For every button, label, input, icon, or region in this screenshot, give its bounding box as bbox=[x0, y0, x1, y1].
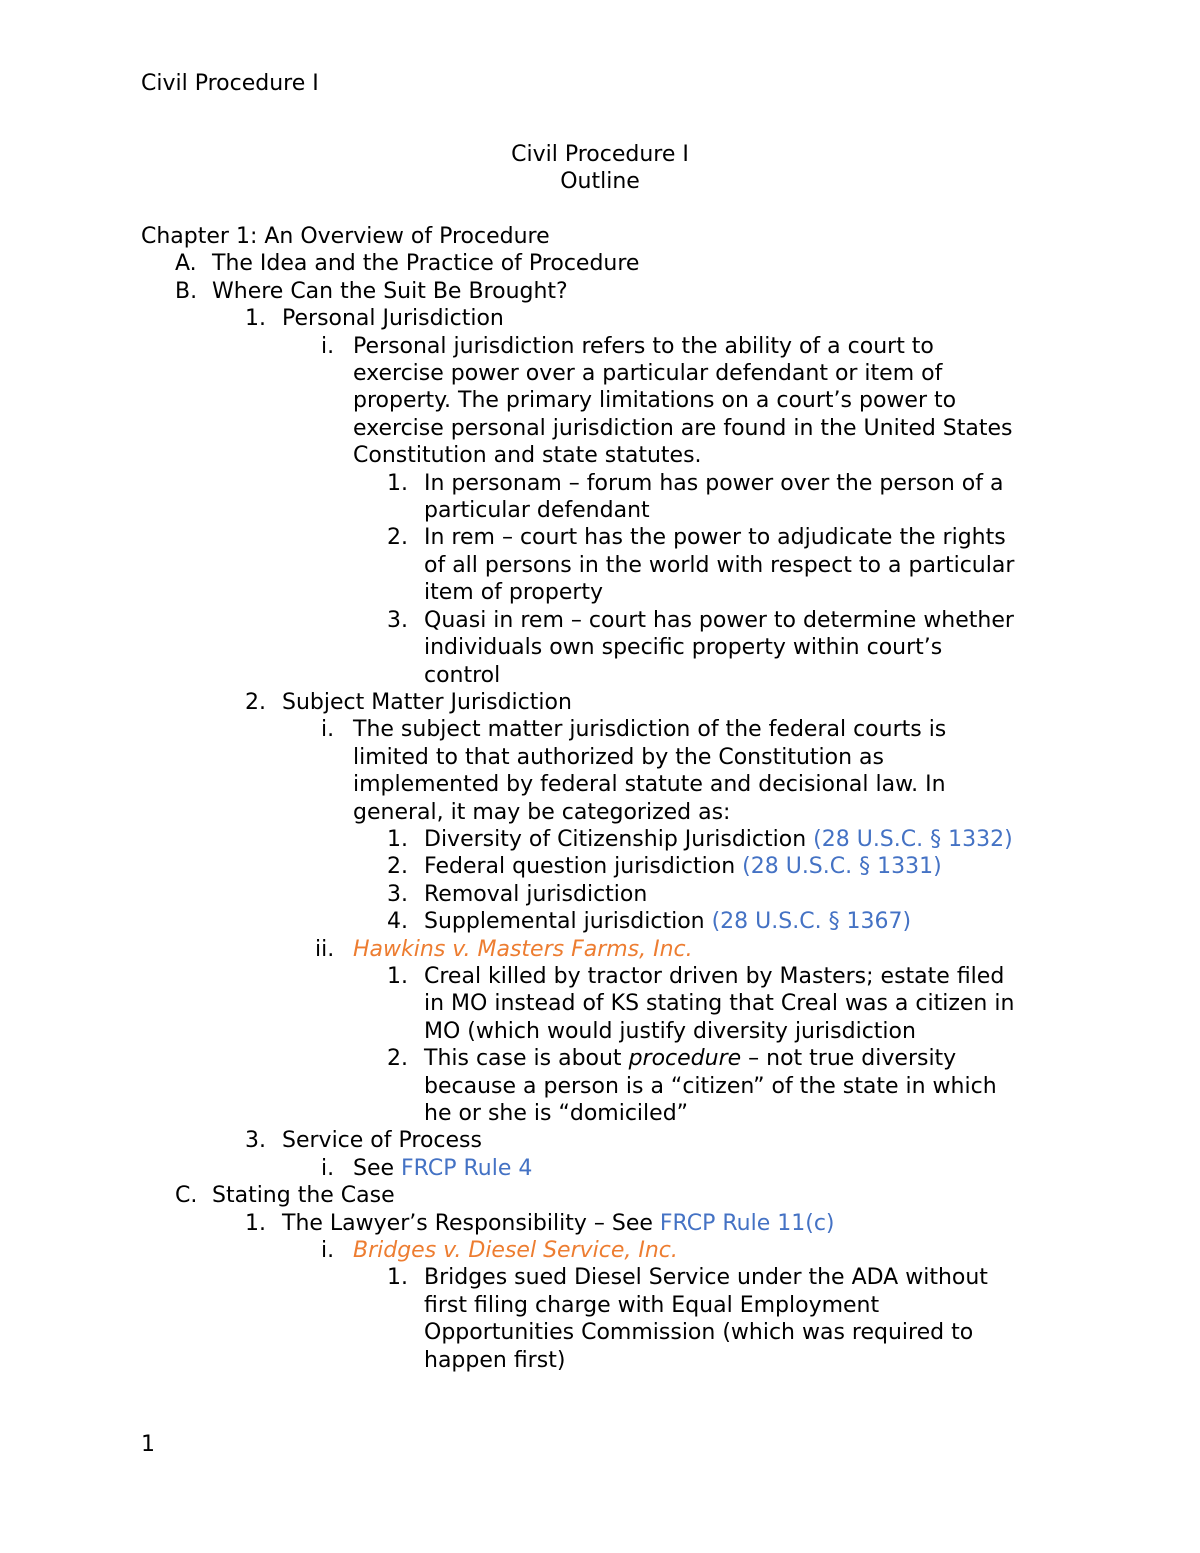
list-item-continuation: happen first) bbox=[424, 1347, 566, 1373]
list-marker: 3. bbox=[387, 607, 408, 633]
list-item-continuation: he or she is “domiciled” bbox=[424, 1101, 689, 1126]
paragraph-line bbox=[141, 333, 1076, 360]
list-item-text: In personam – forum has power over the person of a bbox=[424, 470, 1004, 496]
list-marker: i. bbox=[321, 1155, 335, 1181]
list-marker: 2. bbox=[387, 1046, 408, 1072]
rule-citation: FRCP Rule 4 bbox=[401, 1155, 533, 1181]
list-marker: 3. bbox=[387, 881, 408, 907]
paragraph-line: Constitution and state statutes. bbox=[353, 443, 702, 469]
outline-body bbox=[141, 223, 1076, 1374]
case-name: Hawkins v. Masters Farms, Inc. bbox=[353, 936, 693, 962]
outline-item-text: Stating the Case bbox=[212, 1183, 395, 1209]
title-line-2: Outline bbox=[560, 169, 640, 194]
list-item-continuation: particular defendant bbox=[424, 498, 650, 524]
list-marker: 1. bbox=[245, 1210, 266, 1236]
list-item bbox=[141, 1155, 1076, 1182]
list-item bbox=[141, 607, 1076, 634]
list-marker: 1. bbox=[387, 963, 408, 989]
list-item-text: In rem – court has the power to adjudicate the rights bbox=[424, 525, 1006, 551]
paragraph-line: exercise personal jurisdiction are found in the United States bbox=[353, 415, 1013, 441]
list-item-continuation: individuals own specific property within court’s bbox=[424, 635, 943, 661]
paragraph-line bbox=[141, 716, 1076, 743]
rule-citation: FRCP Rule 11(c) bbox=[659, 1210, 835, 1236]
list-marker: 1. bbox=[387, 826, 408, 852]
outline-item-text: Subject Matter Jurisdiction bbox=[282, 689, 572, 715]
outline-item-b bbox=[141, 278, 1076, 305]
list-item-text: Creal killed by tractor driven by Masters; estate filed bbox=[424, 963, 1005, 989]
list-marker: 1. bbox=[387, 470, 408, 496]
list-marker: 2. bbox=[245, 689, 266, 715]
list-item-text: Diversity of Citizenship Jurisdiction bbox=[424, 826, 814, 852]
list-item-text: This case is about bbox=[424, 1046, 629, 1072]
list-item-continuation: Opportunities Commission (which was required to bbox=[424, 1320, 974, 1346]
list-item-continuation: first filing charge with Equal Employment bbox=[424, 1292, 880, 1318]
list-item-continuation: because a person is a “citizen” of the state in which bbox=[424, 1073, 997, 1099]
outline-item-text: The Idea and the Practice of Procedure bbox=[212, 251, 640, 277]
page-number: 1 bbox=[141, 1432, 155, 1457]
paragraph-text: Personal jurisdiction refers to the ability of a court to bbox=[353, 333, 934, 359]
paragraph-line: property. The primary limitations on a court’s power to bbox=[353, 388, 957, 414]
outline-item-lawyers-responsibility bbox=[141, 1210, 1076, 1237]
outline-item-service-of-process bbox=[141, 1127, 1076, 1154]
list-marker: 1. bbox=[245, 306, 266, 332]
paragraph-line: exercise power over a particular defendant or item of bbox=[353, 361, 943, 387]
list-item bbox=[141, 1045, 1076, 1072]
list-marker: B. bbox=[175, 278, 198, 304]
paragraph-line: implemented by federal statute and decisional law. In bbox=[353, 772, 946, 798]
list-item bbox=[141, 1264, 1076, 1291]
chapter-heading: Chapter 1: An Overview of Procedure bbox=[141, 224, 550, 249]
list-marker: ii. bbox=[315, 936, 335, 962]
document-title bbox=[0, 141, 1200, 195]
list-item bbox=[141, 524, 1076, 551]
list-item-text: Quasi in rem – court has power to determine whether bbox=[424, 607, 1014, 633]
list-item-continuation: of all persons in the world with respect to a particular bbox=[424, 552, 1015, 578]
outline-item-subject-matter-jurisdiction bbox=[141, 689, 1076, 716]
list-marker: i. bbox=[321, 333, 335, 359]
list-item bbox=[141, 470, 1076, 497]
outline-item-a bbox=[141, 250, 1076, 277]
list-item bbox=[141, 826, 1076, 853]
case-name: Bridges v. Diesel Service, Inc. bbox=[353, 1238, 678, 1264]
list-item-continuation: in MO instead of KS stating that Creal was a citizen in bbox=[424, 991, 1015, 1017]
list-item-continuation: control bbox=[424, 662, 501, 688]
list-marker: 2. bbox=[387, 525, 408, 551]
paragraph-text: The subject matter jurisdiction of the federal courts is bbox=[353, 717, 947, 743]
statute-citation: (28 U.S.C. § 1367) bbox=[711, 909, 912, 935]
list-item-text: Federal question jurisdiction bbox=[424, 854, 743, 880]
list-item bbox=[141, 908, 1076, 935]
list-marker: C. bbox=[175, 1183, 198, 1209]
outline-item-c bbox=[141, 1182, 1076, 1209]
statute-citation: (28 U.S.C. § 1331) bbox=[742, 854, 942, 880]
outline-item-text: Where Can the Suit Be Brought? bbox=[212, 278, 568, 304]
outline-item-personal-jurisdiction bbox=[141, 305, 1076, 332]
case-heading bbox=[141, 1237, 1076, 1264]
list-item-text: Supplemental jurisdiction bbox=[424, 909, 712, 935]
case-heading bbox=[141, 936, 1076, 963]
list-marker: A. bbox=[175, 251, 197, 277]
list-item-text: – not true diversity bbox=[741, 1046, 957, 1072]
list-marker: 2. bbox=[387, 854, 408, 880]
list-item-text: Bridges sued Diesel Service under the ADA without bbox=[424, 1265, 988, 1291]
title-line-1: Civil Procedure I bbox=[511, 142, 689, 167]
running-header: Civil Procedure I bbox=[141, 71, 319, 96]
list-item-text: See bbox=[353, 1155, 402, 1181]
list-item-text: Removal jurisdiction bbox=[424, 881, 648, 907]
paragraph-line: limited to that authorized by the Constitution as bbox=[353, 744, 884, 770]
list-marker: i. bbox=[321, 1238, 335, 1264]
outline-item-text: Service of Process bbox=[282, 1128, 482, 1154]
outline-item-text: The Lawyer’s Responsibility – See bbox=[282, 1210, 660, 1236]
list-item-continuation: MO (which would justify diversity jurisdiction bbox=[424, 1018, 916, 1044]
outline-item-text: Personal Jurisdiction bbox=[282, 306, 504, 332]
list-item-continuation: item of property bbox=[424, 580, 604, 606]
list-item bbox=[141, 853, 1076, 880]
list-item bbox=[141, 881, 1076, 908]
emphasized-text: procedure bbox=[628, 1046, 742, 1072]
list-marker: 3. bbox=[245, 1128, 266, 1154]
paragraph-line: general, it may be categorized as: bbox=[353, 799, 731, 825]
statute-citation: (28 U.S.C. § 1332) bbox=[813, 826, 1013, 852]
list-marker: 1. bbox=[387, 1265, 408, 1291]
list-marker: 4. bbox=[387, 909, 408, 935]
list-marker: i. bbox=[321, 717, 335, 743]
list-item bbox=[141, 963, 1076, 990]
